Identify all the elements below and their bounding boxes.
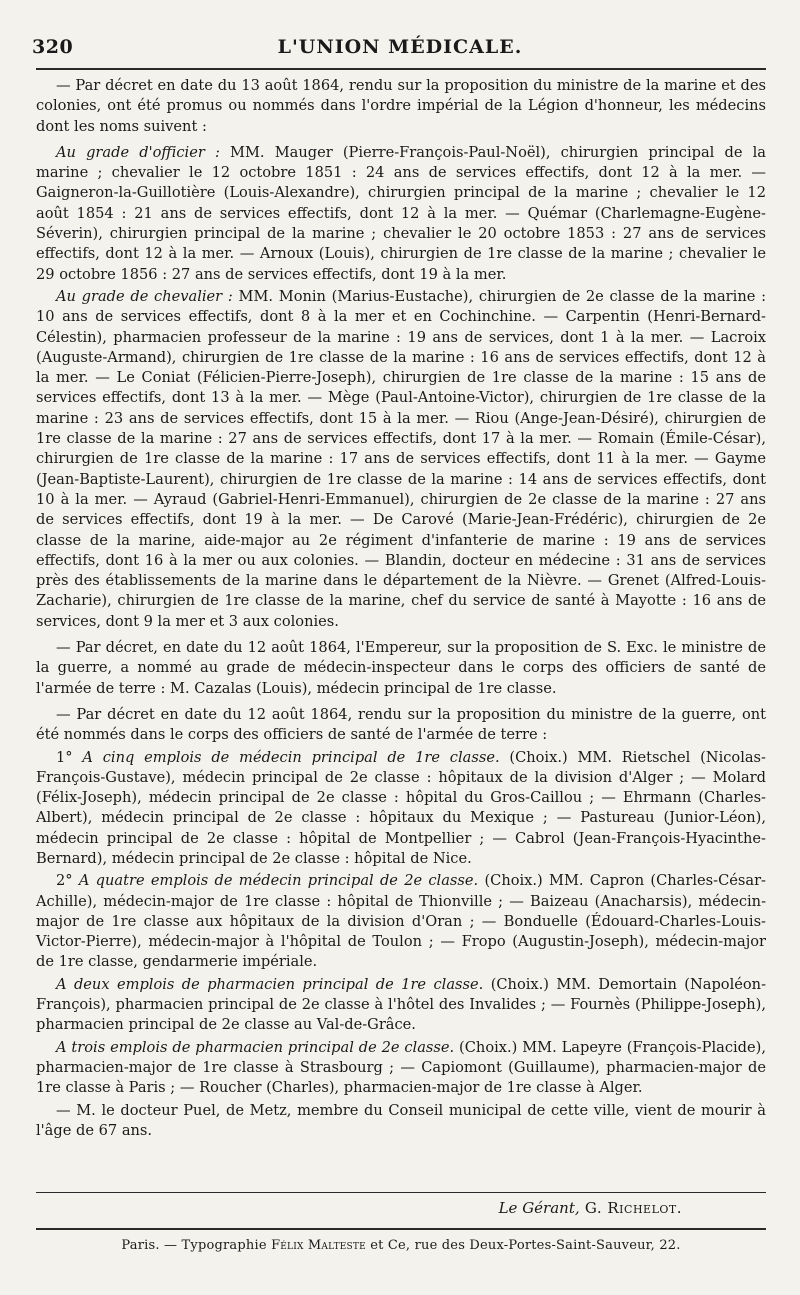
- paragraph-chevalier: [36, 287, 766, 632]
- pharmacien-1-list: (Choix.) MM. Demortain (Napoléon-François), pharmacien principal de 2e classe à l'hôtel des Invalides ; — Fournès (Philippe-Joseph), pharmacien principal de 2e classe au Val-de-Grâce.: [36, 975, 767, 1034]
- paragraph-obituary: — M. le docteur Puel, de Metz, membre du Conseil municipal de cette ville, vient de mourir à l'âge de 67 ans.: [36, 1101, 766, 1139]
- imprint-prefix: Paris. — Typographie: [121, 1238, 272, 1253]
- grade-chevalier-heading: Au grade de chevalier :: [56, 287, 233, 305]
- item-number-1: 1°: [56, 748, 83, 766]
- pharmacien-1-heading: A deux emplois de pharmacien principal de 1re classe.: [56, 975, 484, 993]
- footer-rule-lower: [36, 1228, 766, 1230]
- medecin-principal-1-list: (Choix.) MM. Rietschel (Nicolas-François-Gustave), médecin principal de 2e classe : hôpitaux de la division d'Alger ; — Molard (Félix-Joseph), médecin principal de 2e classe : hôpital du Gros-Caillou ; — Ehrmann (Charles-Albert), médecin principal de 2e classe : hôpitaux du Mexique ; — Pastureau (Junior-Léon), médecin principal de 2e classe : hôpital de Montpellier ; — Cabrol (Jean-François-Hyacinthe-Bernard), médecin principal de 2e classe : hôpital de Nice.: [36, 748, 766, 867]
- article-body: [36, 76, 766, 1147]
- page-number: 320: [32, 36, 74, 58]
- pharmacien-2-list: (Choix.) MM. Lapeyre (François-Placide), pharmacien-major de 1re classe à Strasbourg ; — Capiomont (Guillaume), pharmacien-major de 1re classe à Paris ; — Roucher (Charles), pharmacien-major de 1re classe à Alger.: [36, 1038, 766, 1097]
- paragraph-officier: [36, 143, 766, 285]
- gerant-label: Le Gérant,: [498, 1199, 580, 1217]
- printer-imprint: [36, 1238, 766, 1253]
- gerant-signature: [499, 1199, 682, 1217]
- footer-rule-upper: [36, 1192, 766, 1193]
- running-title: L'UNION MÉDICALE.: [277, 36, 523, 58]
- medecin-principal-2-list: (Choix.) MM. Capron (Charles-César-Achille), médecin-major de 1re classe : hôpital de Thionville ; — Baizeau (Anacharsis), médecin-major de 1re classe aux hôpitaux de la division d'Oran ; — Bonduelle (Édouard-Charles-Louis-Victor-Pierre), médecin-major à l'hôpital de Toulon ; — Fropo (Augustin-Joseph), médecin-major de 1re classe, gendarmerie impériale.: [36, 872, 766, 971]
- medecin-principal-1-heading: A cinq emplois de médecin principal de 1re classe.: [82, 748, 500, 766]
- paragraph-medecin-principal-2: [36, 871, 766, 972]
- paragraph-decree-marine: — Par décret en date du 13 août 1864, rendu sur la proposition du ministre de la marine et des colonies, ont été promus ou nommés dans l'ordre impérial de la Légion d'honneur, les médecins dont les noms suivent :: [36, 77, 766, 135]
- page-header: [32, 36, 768, 64]
- chevalier-list: MM. Monin (Marius-Eustache), chirurgien de 2e classe de la marine : 10 ans de services effectifs, dont 8 à la mer et en Cochinchine. — Carpentin (Henri-Bernard-Célestin), pharmacien professeur de la marine : 19 ans de services, dont 1 à la mer. — Lacroix (Auguste-Armand), chirurgien de 1re classe de la marine : 16 ans de services effectifs, dont 12 à la mer. — Le Coniat (Félicien-Pierre-Joseph), chirurgien de 1re classe de la marine : 15 ans de services effectifs, dont 13 à la mer. — Mège (Paul-Antoine-Victor), chirurgien de 1re classe de la marine : 23 ans de services effectifs, dont 15 à la mer. — Riou (Ange-Jean-Désiré), chirurgien de 1re classe de la marine : 27 ans de services effectifs, dont 17 à la mer. — Romain (Émile-César), chirurgien de 1re classe de la marine : 17 ans de services effectifs, dont 11 à la mer. — Gayme (Jean-Baptiste-Laurent), chirurgien de 1re classe de la marine : 14 ans de services effectifs, dont 10 à la mer. — Ayraud (Gabriel-Henri-Emmanuel), chirurgien de 2e classe de la marine : 27 ans de services effectifs, dont 19 à la mer. — De Carové (Marie-Jean-Frédéric), chirurgien de 2e classe de la marine, aide-major au 2e régiment d'infanterie de marine : 19 ans de services effectifs, dont 16 à la mer ou aux colonies. — Blandin, docteur en médecine : 31 ans de services près des établissements de la marine dans le département de la Nièvre. — Grenet (Alfred-Louis-Zacharie), chirurgien de 1re classe de la marine, chef du service de santé à Mayotte : 16 ans de services, dont 9 la mer et 3 aux colonies.: [36, 287, 766, 630]
- header-rule: [36, 68, 766, 70]
- imprint-suffix: et Ce, rue des Deux-Portes-Saint-Sauveur, 22.: [365, 1238, 681, 1253]
- medecin-principal-2-heading: A quatre emplois de médecin principal de 2e classe.: [78, 872, 479, 890]
- item-number-2: 2°: [56, 872, 79, 890]
- gerant-name: G. Richelot.: [579, 1199, 682, 1217]
- paragraph-pharmacien-2: [36, 1038, 766, 1099]
- pharmacien-2-heading: A trois emplois de pharmacien principal de 2e classe.: [56, 1038, 455, 1056]
- grade-officier-heading: Au grade d'officier :: [56, 143, 220, 161]
- paragraph-decree-guerre: — Par décret en date du 12 août 1864, rendu sur la proposition du ministre de la guerre, ont été nommés dans le corps des officiers de santé de l'armée de terre :: [36, 705, 766, 744]
- imprint-printer: Félix Malteste: [271, 1238, 366, 1253]
- paragraph-medecin-principal-1: [36, 748, 766, 870]
- paragraph-pharmacien-1: [36, 975, 766, 1036]
- officier-list: MM. Mauger (Pierre-François-Paul-Noël), chirurgien principal de la marine ; chevalier le 12 octobre 1851 : 24 ans de services effectifs, dont 12 à la mer. — Gaigneron-la-Guillotière (Louis-Alexandre), chirurgien principal de la marine ; chevalier le 12 août 1854 : 21 ans de services effectifs, dont 12 à la mer. — Quémar (Charlemagne-Eugène-Séverin), chirurgien principal de la marine ; chevalier le 20 octobre 1853 : 27 ans de services effectifs, dont 12 à la mer. — Arnoux (Louis), chirurgien de 1re classe de la marine ; chevalier le 29 octobre 1856 : 27 ans de services effectifs, dont 19 à la mer.: [36, 143, 766, 283]
- paragraph-medecin-inspecteur: — Par décret, en date du 12 août 1864, l'Empereur, sur la proposition de S. Exc. le ministre de la guerre, a nommé au grade de médecin-inspecteur dans le corps des officiers de santé de l'armée de terre : M. Cazalas (Louis), médecin principal de 1re classe.: [36, 639, 766, 697]
